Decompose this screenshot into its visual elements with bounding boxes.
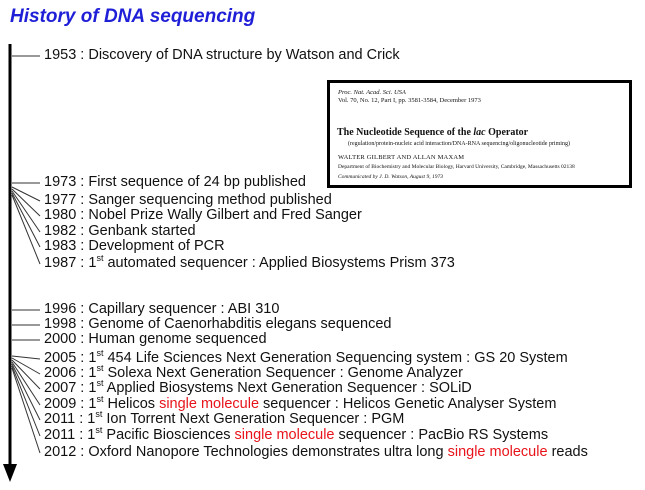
paper-communicated: Communicated by J. D. Watson, August 9, 1973 [338,174,443,180]
entry-text: 1 [87,427,96,443]
entry-year: 1982 [44,223,77,239]
entry-year: 1980 [44,207,77,223]
timeline-connector [12,356,40,359]
timeline-entry-1998: 1998 : Genome of Caenorhabditis elegans sequenced [44,316,392,332]
entry-text: st [96,348,104,358]
timeline-entry-1973: 1973 : First sequence of 24 bp published [44,174,307,190]
entry-text: 1 [88,365,97,381]
entry-text: 1 [88,380,97,396]
entry-year: 1996 [44,301,77,317]
timeline-entry-1983: 1983 : Development of PCR [44,238,225,254]
timeline-connector [12,193,40,247]
page-title: History of DNA sequencing [10,6,256,27]
timeline-entry-2006: 2006 : 1st Solexa Next Generation Sequencer : Genome Analyzer [44,363,463,381]
entry-year: 2005 [44,350,77,366]
entry-text: Capillary sequencer : ABI 310 [88,301,280,317]
entry-text: 1 [88,255,97,271]
entry-text: First sequence of 24 bp published [88,174,307,190]
timeline-entry-1953: 1953 : Discovery of DNA structure by Watson and Crick [44,47,400,63]
entry-text: automated sequencer : Applied Biosystems Prism 373 [103,255,455,271]
paper-authors: WALTER GILBERT AND ALLAN MAXAM [338,154,465,161]
entry-text: st [96,378,104,388]
entry-text: 1 [88,350,97,366]
entry-text: Oxford Nanopore Technologies demonstrates ultra long [88,444,448,460]
entry-text: st [96,363,104,373]
paper-title: The Nucleotide Sequence of the lac Operator [337,127,529,138]
timeline-connector [12,360,40,389]
entry-year: 1987 [44,255,77,271]
entry-year: 2000 [44,331,77,347]
entry-text: Human genome sequenced [88,331,267,347]
timeline-entry-2012: 2012 : Oxford Nanopore Technologies demonstrates ultra long single molecule reads [44,444,588,460]
entry-text: Discovery of DNA structure by Watson and Crick [88,47,400,63]
timeline-entry-2007: 2007 : 1st Applied Biosystems Next Generation Sequencer : SOLiD [44,378,472,396]
highlight-text: single molecule [234,427,335,443]
timeline-connector [12,366,40,436]
entry-text: 454 Life Sciences Next Generation Sequencing system : GS 20 System [103,350,568,366]
paper-journal: Proc. Nat. Acad. Sci. USA [338,89,406,96]
paper-department: Department of Biochemistry and Molecular Biology, Harvard University, Cambridge, Massachusetts 02138 [338,164,575,170]
entry-text: Pacific Biosciences [102,427,235,443]
entry-year: 1977 [44,192,77,208]
entry-text: Helicos [103,396,160,412]
entry-text: Sanger sequencing method published [88,192,332,208]
entry-text: st [95,409,103,419]
timeline-entry-2000: 2000 : Human genome sequenced [44,331,267,347]
entry-year: 2012 [44,444,77,460]
paper-subtitle: (regulation/protein-nucleic acid interaction/DNA-RNA sequencing/oligonucleotide priming) [348,141,570,147]
entry-text: Genome of Caenorhabditis elegans sequenced [88,316,392,332]
entry-year: 1983 [44,238,77,254]
entry-text: Nobel Prize Wally Gilbert and Fred Sanger [88,207,362,223]
timeline-entry-1987: 1987 : 1st automated sequencer : Applied Biosystems Prism 373 [44,253,455,271]
entry-text: st [96,394,104,404]
timeline-entry-1996: 1996 : Capillary sequencer : ABI 310 [44,301,280,317]
entry-text: Ion Torrent Next Generation Sequencer : PGM [102,411,405,427]
timeline-connector [12,187,40,201]
entry-year: 1998 [44,316,77,332]
entry-text: Solexa Next Generation Sequencer : Genome Analyzer [103,365,463,381]
entry-year: 2009 [44,396,77,412]
entry-text: Applied Biosystems Next Generation Sequencer : SOLiD [103,380,472,396]
paper-clipping [327,80,632,188]
timeline-entry-2005: 2005 : 1st 454 Life Sciences Next Generation Sequencing system : GS 20 System [44,348,568,366]
timeline-connector [12,195,40,264]
entry-year: 2011 [44,427,76,443]
timeline-entry-1980: 1980 : Nobel Prize Wally Gilbert and Fred Sanger [44,207,362,223]
highlight-text: single molecule [159,396,260,412]
entry-text: reads [547,444,588,460]
timeline-entry-2009: 2009 : 1st Helicos single molecule sequencer : Helicos Genetic Analyser System [44,394,557,412]
entry-text: 1 [87,411,96,427]
entry-text: Genbank started [88,223,196,239]
entry-year: 2007 [44,380,77,396]
timeline-arrow-head [3,464,17,482]
entry-year: 1973 [44,174,77,190]
entry-text: Development of PCR [88,238,225,254]
entry-text: sequencer : Helicos Genetic Analyser System [259,396,557,412]
entry-text: 1 [88,396,97,412]
entry-year: 2011 [44,411,76,427]
entry-text: sequencer : PacBio RS Systems [334,427,549,443]
timeline-entry-1977: 1977 : Sanger sequencing method published [44,192,332,208]
timeline-entry-2011: 2011 : 1st Ion Torrent Next Generation Sequencer : PGM [44,409,405,427]
highlight-text: single molecule [447,444,548,460]
entry-year: 2006 [44,365,77,381]
entry-text: st [96,253,104,263]
entry-year: 1953 [44,47,77,63]
timeline-entry-2011: 2011 : 1st Pacific Biosciences single molecule sequencer : PacBio RS Systems [44,425,549,443]
paper-volume: Vol. 70, No. 12, Part I, pp. 3581-3584, December 1973 [338,97,481,104]
timeline-entry-1982: 1982 : Genbank started [44,223,196,239]
entry-text: st [95,425,103,435]
timeline-connector [12,362,40,405]
